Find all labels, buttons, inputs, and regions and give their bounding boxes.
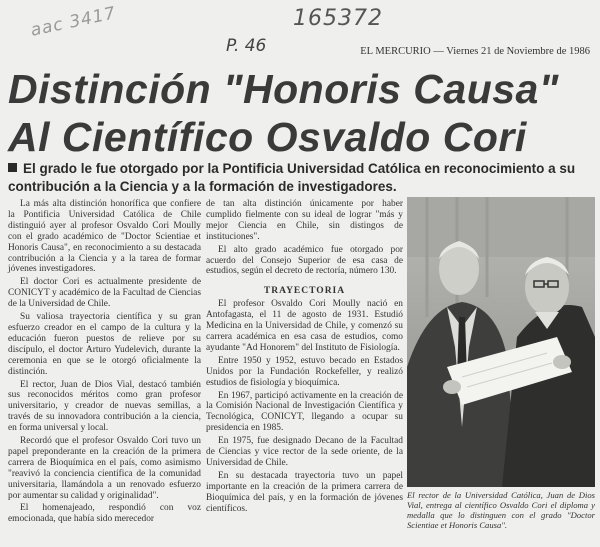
paragraph: El alto grado académico fue otorgado por acuerdo del Consejo Superior de esa casa de estudios, según el decreto de rectoría, número 130.	[206, 244, 403, 277]
article-column-1	[8, 199, 201, 527]
paragraph: de tan alta distinción únicamente por haber cumplido fielmente con su ideal de lograr "más y mejor Ciencia en Chile, sin distingos de instituciones".	[206, 199, 403, 242]
lead-text: El grado le fue otorgado por la Pontificia Universidad Católica en reconocimiento a su contribución a la Ciencia y a la formación de investigadores.	[8, 161, 576, 194]
paragraph: En 1967, participó activamente en la creación de la Comisión Nacional de Investigación Científica y Tecnológica, CONICYT, llegando a ocupar su presidencia en 1985.	[206, 390, 403, 434]
paragraph: El rector, Juan de Dios Vial, destacó también sus reconocidos méritos como gran profesor universitario, y creador de nuevas semillas, a través de su innovadora contribución a la ciencia, en forma universal y local.	[8, 379, 201, 434]
section-subhead: TRAYECTORIA	[263, 286, 346, 297]
handwritten-archive-code: aac 3417	[28, 3, 118, 41]
handwritten-archive-number: 165372	[293, 6, 383, 31]
paragraph: En 1975, fue designado Decano de la Facultad de Ciencias y vice rector de la sede oriente, de la Universidad de Chile.	[206, 436, 403, 468]
dateline: EL MERCURIO — Viernes 21 de Noviembre de 1986	[360, 46, 590, 57]
bullet-square-icon	[8, 163, 17, 172]
paragraph: El profesor Osvaldo Cori Moully nació en Antofagasta, el 11 de agosto de 1931. Estudió Medicina en la Universidad de Chile, y comenzó su carrera académica en esa casa de estudios, como ayudante "Ad Honorem" del Instituto de Fisiología.	[206, 299, 403, 353]
photo-caption: El rector de la Universidad Católica, Juan de Dios Vial, entrega al científico Osvaldo Cori el diploma y medalla que lo distinguen con el grado "Doctor Scientiae et Honoris Causa".	[407, 490, 595, 530]
paragraph: El doctor Cori es actualmente presidente de CONICYT y académico de la Facultad de Ciencias de la Universidad de Chile.	[8, 277, 201, 310]
headline-line-2: Al Científico Osvaldo Cori	[8, 114, 527, 160]
paragraph: El homenajeado, respondió con voz emocionada, que había sido merecedor	[8, 503, 201, 525]
headline-line-1: Distinción "Honoris Causa"	[8, 66, 559, 112]
paragraph: Recordó que el profesor Osvaldo Cori tuvo un papel preponderante en la creación de la primera carrera de Bioquímica en el país, como asimismo "reavivó la conciencia científica de la comunidad universitaria, llamándola a un renovado esfuerzo por aumentar su calidad y originalidad".	[8, 436, 201, 501]
paragraph: Entre 1950 y 1952, estuvo becado en Estados Unidos por la Fundación Rockefeller, y realizó estudios de fisiología y bioquímica.	[206, 355, 403, 388]
paragraph: La más alta distinción honorífica que confiere la Pontificia Universidad Católica de Chile distinguió ayer al profesor Osvaldo Cori Moully con el grado académico de "Doctor Scientiae et Honoris Causa", en reconocimiento a su destacada contribución a la Ciencia y a la tarea de formar jóvenes investigadores.	[8, 199, 201, 275]
paragraph: Su valiosa trayectoria científica y su gran esfuerzo creador en el campo de la cultura y la educación fueron puestos de relieve por su discípulo, el doctor Arturo Yudelevich, durante la ceremonia en que se le otorgó oficialmente la distinción.	[8, 312, 201, 377]
news-photo	[407, 197, 595, 487]
lead-paragraph	[8, 160, 593, 196]
handwritten-page-number: P. 46	[226, 36, 267, 56]
paragraph: En su destacada trayectoria tuvo un papel importante en la creación de la primera carrera de Bioquímica del país, y en la formación de jóvenes científicos.	[206, 470, 403, 514]
photo-illustration	[407, 197, 595, 487]
article-column-2	[206, 199, 403, 516]
